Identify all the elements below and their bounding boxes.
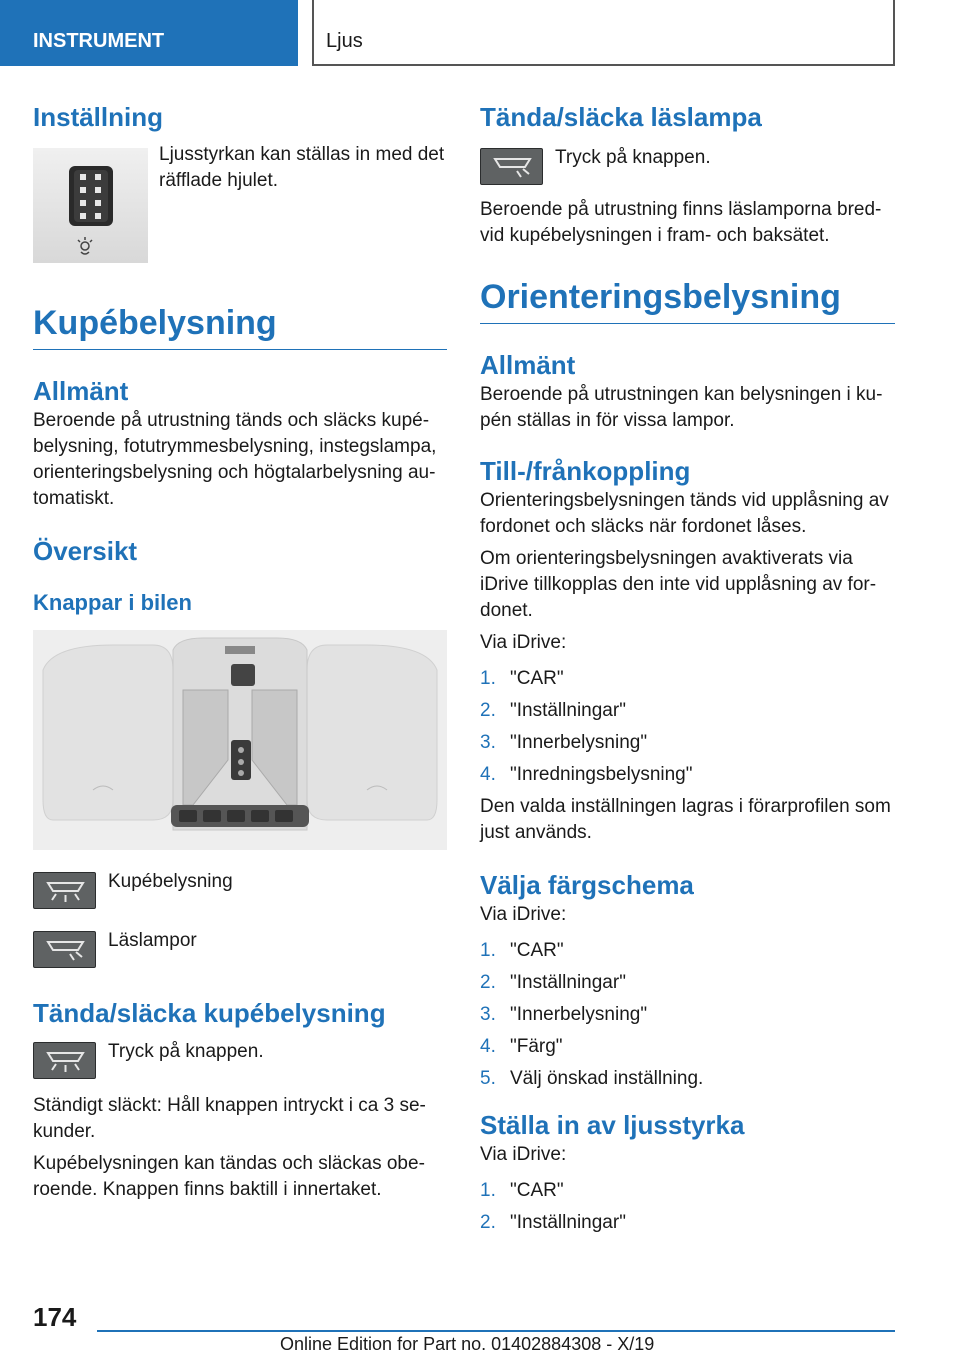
light-dimmer-symbol-icon — [78, 237, 92, 254]
kupe-heading: Kupébelysning — [33, 301, 447, 350]
onoff-heading: Till-/frånkoppling — [480, 456, 691, 486]
reading-heading: Tända/släcka läslampa — [480, 102, 762, 132]
ceiling-console-photo — [33, 630, 447, 850]
footer-divider — [97, 1330, 895, 1332]
toggle-row — [33, 1042, 447, 1079]
setting-block — [33, 144, 447, 263]
via-idrive-2: Via iDrive: — [480, 904, 567, 925]
legend-reading-label: Läslampor — [108, 930, 197, 951]
toggle-text: Tryck på knappen. — [108, 1041, 264, 1062]
general-heading: Allmänt — [33, 376, 129, 406]
reading-light-icon — [480, 148, 543, 185]
orient-general-text: Beroende på utrustningen kan belysningen i kupén ställas in för vissa lampor. — [480, 384, 883, 431]
via-idrive-3: Via iDrive: — [480, 1144, 567, 1165]
list-item: 2. "Inställningar" — [480, 700, 626, 721]
saved-text: Den valda inställningen lagras i förarprofilen som just används. — [480, 796, 891, 843]
page-number: 174 — [33, 1302, 77, 1332]
general-text: Beroende på utrustning tänds och släcks kupébelysning, fotutrymmesbelysning, instegslampa, orienteringsbelysning och högtalarbelysning automatiskt. — [33, 410, 437, 509]
edition-text: Online Edition for Part no. 01402884308 - X/19 — [280, 1334, 655, 1354]
reading-row — [480, 148, 895, 185]
list-item: 4. "Inredningsbelysning" — [480, 764, 693, 785]
list-item: 3. "Innerbelysning" — [480, 1004, 648, 1025]
buttons-heading: Knappar i bilen — [33, 590, 192, 615]
orient-general-heading: Allmänt — [480, 350, 576, 380]
list-item: 3. "Innerbelysning" — [480, 732, 648, 753]
left-column — [33, 100, 447, 1203]
legend-row-reading — [33, 931, 447, 968]
page-header — [0, 0, 960, 66]
section-tab: INSTRUMENT — [0, 0, 298, 66]
off-text: Ständigt släckt: Håll knappen intryckt i ca 3 sekunder. — [33, 1095, 426, 1142]
legend-row-kupe — [33, 872, 447, 909]
ceiling-console-illustration — [33, 630, 447, 850]
reading-text: Tryck på knappen. — [555, 147, 711, 168]
interior-light-icon — [33, 1042, 96, 1079]
steps-list-1 — [480, 666, 895, 788]
list-item: 1. "CAR" — [480, 668, 564, 689]
legend-kupe-label: Kupébelysning — [108, 871, 233, 892]
steps-list-2 — [480, 938, 895, 1092]
interior-light-icon — [33, 872, 96, 909]
overview-heading: Översikt — [33, 536, 138, 566]
steps-list-3 — [480, 1178, 895, 1236]
list-item: 1. "CAR" — [480, 940, 564, 961]
dimmer-wheel-icon — [33, 148, 148, 263]
dimmer-wheel-illustration — [33, 148, 148, 263]
list-item: 2. "Inställningar" — [480, 972, 626, 993]
setting-heading: Inställning — [33, 102, 163, 132]
list-item: 5. Välj önskad inställning. — [480, 1068, 704, 1089]
rear-text: Kupébelysningen kan tändas och släckas oberoende. Knappen finns baktill i innertaket. — [33, 1153, 425, 1200]
brightness-heading: Ställa in av ljusstyrka — [480, 1110, 745, 1140]
toggle-heading: Tända/släcka kupébelysning — [33, 998, 386, 1028]
orient-heading: Orienteringsbelysning — [480, 275, 895, 324]
reading-note: Beroende på utrustning finns läslamporna bredvid kupébelysningen i fram- och baksätet. — [480, 199, 882, 246]
list-item: 2. "Inställningar" — [480, 1212, 626, 1233]
list-item: 1. "CAR" — [480, 1180, 564, 1201]
setting-text: Ljusstyrkan kan ställas in med det räfflade hjulet. — [159, 144, 445, 191]
right-column — [480, 100, 895, 1242]
onoff-text-2: Om orienteringsbelysningen avaktiverats via iDrive tillkopplas den inte vid upplåsning av fordonet. — [480, 548, 877, 621]
reading-light-icon — [33, 931, 96, 968]
color-heading: Välja färgschema — [480, 870, 694, 900]
list-item: 4. "Färg" — [480, 1036, 563, 1057]
via-idrive-1: Via iDrive: — [480, 632, 567, 653]
chapter-title: Ljus — [312, 0, 895, 66]
onoff-text-1: Orienteringsbelysningen tänds vid upplåsning av fordonet och släcks när fordonet låses. — [480, 490, 889, 537]
